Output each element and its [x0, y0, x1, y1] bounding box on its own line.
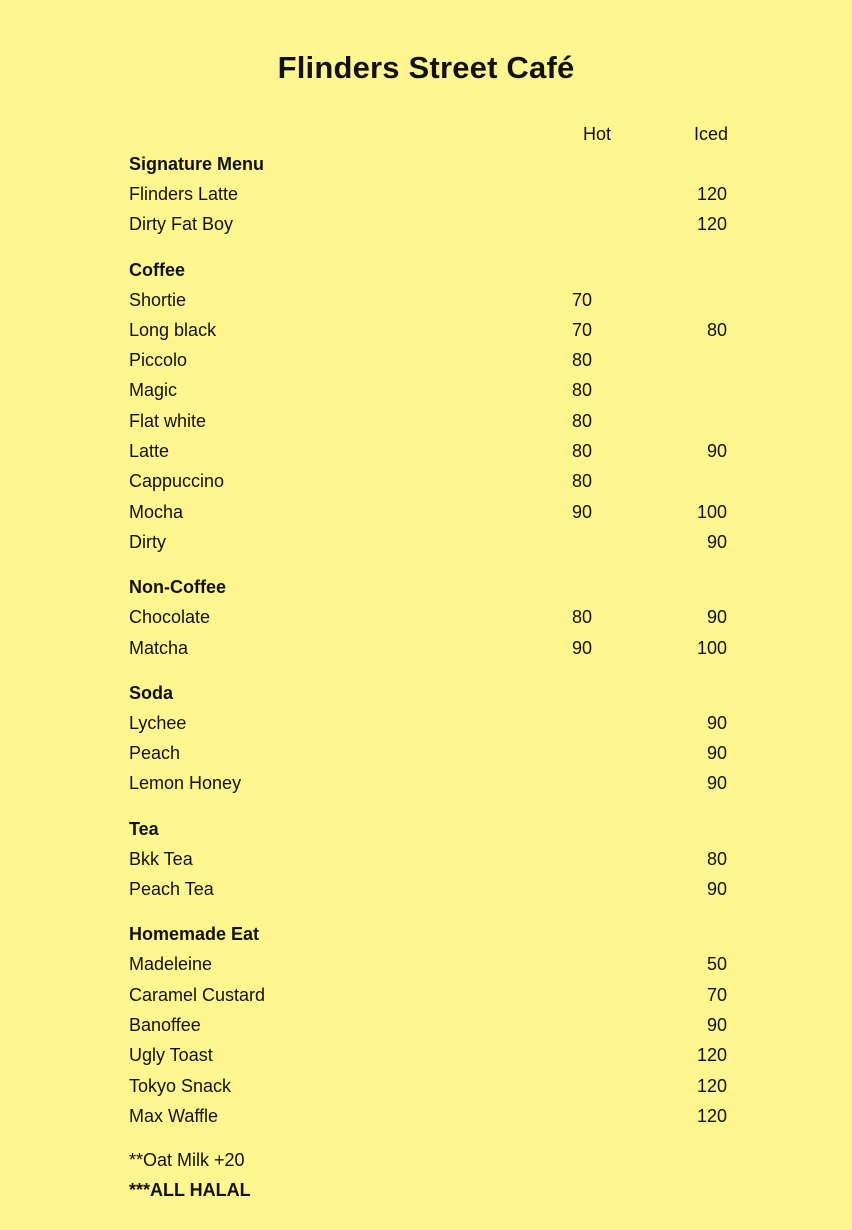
section-gap — [129, 904, 729, 919]
menu-item-hot-price: 80 — [572, 607, 593, 628]
menu-item-name: Caramel Custard — [129, 984, 266, 1005]
menu-item-row — [129, 1101, 729, 1131]
menu-item-name: Flinders Latte — [129, 184, 239, 204]
menu-item-row — [129, 1010, 729, 1040]
menu-item-name: Max Waffle — [129, 1105, 219, 1126]
menu-item-row — [129, 179, 729, 209]
menu-item-hot-price: 80 — [572, 441, 593, 462]
column-header-iced: Iced — [693, 124, 729, 144]
menu-item-name: Cappuccino — [129, 471, 225, 492]
menu-list — [129, 149, 729, 1131]
menu-item-hot-price: 70 — [572, 289, 593, 310]
menu-item-name: Shortie — [129, 289, 187, 310]
menu-item-name: Chocolate — [129, 607, 211, 628]
menu-item-name: Piccolo — [129, 350, 188, 371]
menu-item-hot-price: 90 — [572, 637, 593, 658]
menu-item-iced-price: 120 — [696, 214, 727, 235]
section-gap — [129, 557, 729, 572]
column-header-hot: Hot — [582, 124, 611, 144]
menu-item-name: Mocha — [129, 501, 184, 522]
menu-item-iced-price: 50 — [706, 954, 727, 975]
section-title: Homemade Eat — [129, 924, 260, 945]
menu-item-hot-price: 70 — [572, 319, 593, 340]
menu-item-row — [129, 285, 729, 315]
menu-item-row — [129, 874, 729, 904]
menu-item-name: Dirty — [129, 531, 166, 552]
note-oat-milk: **Oat Milk +20 — [129, 1150, 245, 1170]
menu-item-name: Peach — [129, 743, 181, 764]
menu-item-name: Matcha — [129, 637, 189, 658]
menu-item-hot-price: 90 — [572, 501, 593, 522]
menu-item-row — [129, 980, 729, 1010]
section-title: Coffee — [129, 259, 186, 280]
section-gap — [129, 663, 729, 678]
menu-item-row — [129, 708, 729, 738]
menu-item-name: Long black — [129, 319, 217, 340]
menu-item-name: Bkk Tea — [129, 848, 193, 869]
menu-item-iced-price: 90 — [706, 1014, 727, 1035]
menu-item-iced-price: 100 — [696, 637, 727, 658]
menu-item-iced-price: 120 — [696, 184, 727, 204]
menu-item-iced-price: 120 — [696, 1075, 727, 1096]
menu-item-name: Ugly Toast — [129, 1045, 213, 1066]
menu-item-name: Latte — [129, 441, 170, 462]
menu-item-iced-price: 90 — [706, 712, 727, 733]
menu-item-row — [129, 209, 729, 239]
note-halal: ***ALL HALAL — [129, 1180, 251, 1200]
menu-item-iced-price: 90 — [706, 531, 727, 552]
menu-item-row — [129, 633, 729, 663]
menu-item-row — [129, 315, 729, 345]
menu-item-hot-price: 80 — [572, 471, 593, 492]
menu-item-row — [129, 602, 729, 632]
menu-item-name: Lemon Honey — [129, 773, 242, 794]
menu-item-hot-price: 80 — [572, 380, 593, 401]
menu-item-row — [129, 1040, 729, 1070]
menu-item-row — [129, 497, 729, 527]
menu-item-iced-price: 120 — [696, 1105, 727, 1126]
menu-item-iced-price: 90 — [706, 879, 727, 900]
menu-item-iced-price: 70 — [706, 984, 727, 1005]
menu-item-row — [129, 844, 729, 874]
menu-item-name: Magic — [129, 380, 178, 401]
section-title: Non-Coffee — [129, 577, 226, 598]
menu-item-name: Tokyo Snack — [129, 1075, 232, 1096]
menu-item-iced-price: 90 — [706, 607, 727, 628]
section-title: Soda — [129, 682, 174, 703]
menu-item-iced-price: 120 — [696, 1045, 727, 1066]
menu-item-row — [129, 375, 729, 405]
menu-item-name: Lychee — [129, 712, 187, 733]
menu-item-name: Flat white — [129, 410, 207, 431]
section-gap — [129, 799, 729, 814]
menu-item-name: Banoffee — [129, 1014, 201, 1035]
menu-item-row — [129, 768, 729, 798]
page-title: Flinders Street Café — [277, 50, 575, 85]
menu-item-name: Dirty Fat Boy — [129, 214, 234, 235]
section-title: Tea — [129, 818, 159, 839]
menu-item-row — [129, 949, 729, 979]
menu-item-name: Peach Tea — [129, 879, 214, 900]
menu-item-hot-price: 80 — [572, 410, 593, 431]
menu-item-row — [129, 406, 729, 436]
menu-item-row — [129, 1071, 729, 1101]
menu-item-row — [129, 436, 729, 466]
menu-item-hot-price: 80 — [572, 350, 593, 371]
menu-item-row — [129, 738, 729, 768]
section-title: Signature Menu — [129, 154, 265, 174]
menu-item-iced-price: 80 — [706, 319, 727, 340]
menu-item-iced-price: 90 — [706, 441, 727, 462]
menu-item-row — [129, 527, 729, 557]
menu-item-name: Madeleine — [129, 954, 213, 975]
menu-item-iced-price: 80 — [706, 848, 727, 869]
menu-item-iced-price: 100 — [696, 501, 727, 522]
menu-item-iced-price: 90 — [706, 743, 727, 764]
menu-item-row — [129, 345, 729, 375]
menu-item-iced-price: 90 — [706, 773, 727, 794]
menu-notes — [129, 1147, 251, 1207]
menu-item-row — [129, 466, 729, 496]
section-gap — [129, 240, 729, 255]
